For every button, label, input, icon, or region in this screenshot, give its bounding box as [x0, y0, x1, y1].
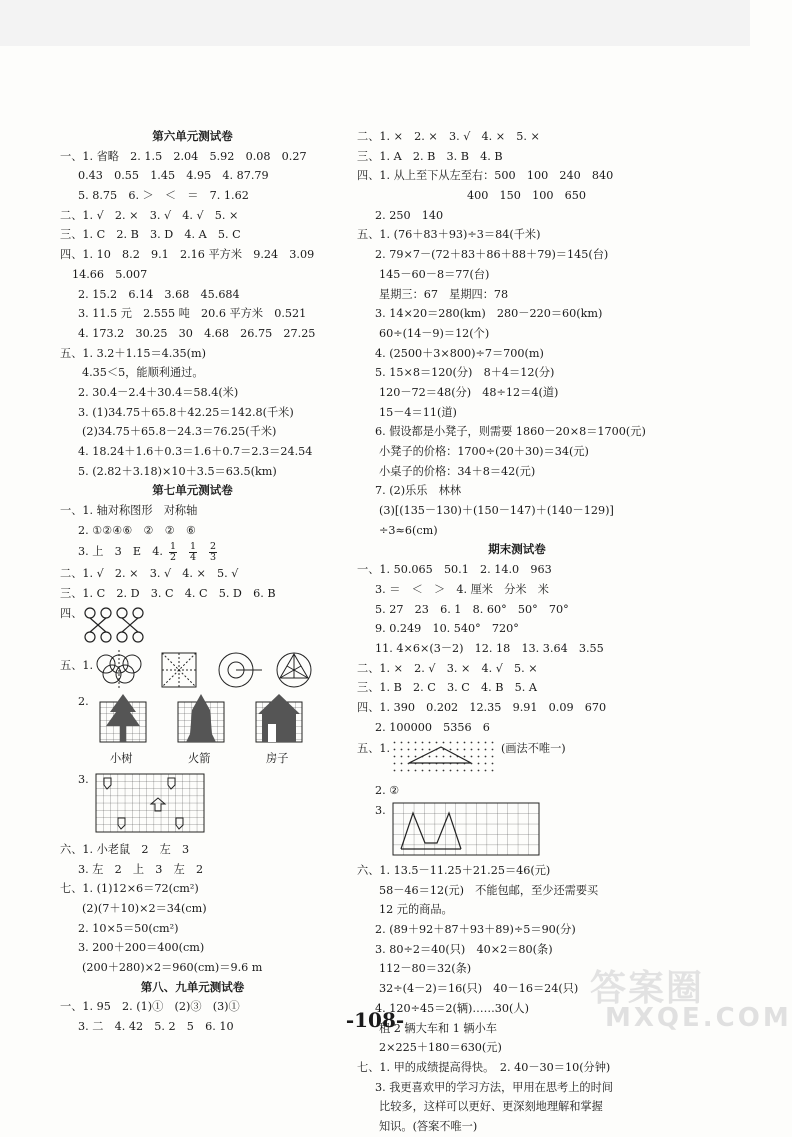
fraction-denominator: 2 [169, 551, 176, 563]
answer-line: ÷3≈6(cm) [379, 523, 438, 537]
answer-line: 3. 80÷2＝40(只) 40×2＝80(条) [375, 942, 553, 956]
answer-line: 3. 14×20＝280(km) 280－220＝60(km) [375, 307, 603, 321]
answer-line: 五、1. [357, 742, 391, 756]
answer-line: 3. 左 2 上 3 左 2 [78, 862, 204, 876]
answer-line: 2. 15.2 6.14 3.68 45.684 [78, 287, 240, 301]
answer-line: 12 元的商品。 [379, 903, 453, 917]
triangle-dot-grid-row [357, 737, 687, 781]
answer-line: 400 150 100 650 [467, 189, 586, 203]
answer-line: 7. (2)乐乐 林林 [375, 484, 462, 498]
answer-line: (2)(7＋10)×2＝34(cm) [82, 901, 207, 915]
answer-line: 五、1. (76＋83＋93)÷3＝84(千米) [357, 228, 541, 242]
house-caption: 房子 [266, 751, 289, 765]
watermark-url: MXQE.COM [605, 1003, 792, 1033]
answer-line: 小桌子的价格：34＋8＝42(元) [379, 464, 536, 478]
unit8-9-title: 第八、九单元测试卷 [140, 979, 245, 994]
answer-line: 2. (89＋92＋87＋93＋89)÷5＝90(分) [375, 923, 576, 937]
answer-line: 一、1. 50.065 50.1 2. 14.0 963 [357, 563, 552, 577]
answer-line: 三、1. A 2. B 3. B 4. B [357, 149, 503, 163]
tree-caption: 小树 [110, 751, 133, 765]
grid-m-shape-row [357, 801, 687, 861]
answer-text: 3. 上 3 E 4. [78, 545, 163, 559]
answer-line: 六、1. 小老鼠 2 左 3 [60, 842, 190, 856]
answer-line: 二、1. × 2. × 3. √ 4. × 5. × [357, 130, 540, 143]
unit6-title: 第六单元测试卷 [152, 129, 233, 143]
answer-line: 四、1. 10 8.2 9.1 2.16 平方米 9.24 3.09 [60, 248, 315, 262]
answer-line: 15－4＝11(道) [379, 405, 457, 419]
section4-figure-row [60, 604, 335, 648]
answer-line: 七、1. (1)12×6＝72(cm²) [60, 882, 199, 896]
answer-line: 4. 173.2 30.25 30 4.68 26.75 27.25 [78, 326, 316, 340]
translation-grid-figure [96, 774, 204, 834]
answer-line: 5. 27 23 6. 1 8. 60° 50° 70° [375, 602, 569, 616]
answer-line: 二、1. × 2. √ 3. × 4. √ 5. × [357, 661, 538, 675]
answer-line: 11. 4×6×(3－2) 12. 18 13. 3.64 3.55 [375, 641, 604, 655]
answer-line: 3. 200＋200＝400(cm) [78, 941, 205, 955]
answer-line: 二、1. √ 2. × 3. √ 4. × 5. √ [60, 567, 239, 581]
answer-line: 五、1. 3.2＋1.15＝4.35(m) [60, 346, 206, 360]
answer-line: 三、1. C 2. B 3. D 4. A 5. C [60, 228, 241, 242]
answer-line: 32÷(4－2)＝16(只) 40－16＝24(只) [379, 982, 579, 996]
answer-line: 3. (1)34.75＋65.8＋42.25＝142.8(千米) [78, 405, 294, 419]
answer-line: 4. 120÷45＝2(辆)……30(人) [375, 1001, 529, 1015]
answer-line: 一、1. 95 2. (1)① (2)③ (3)① [60, 1000, 240, 1014]
answer-line: 5. (2.82＋3.18)×10＋3.5＝63.5(km) [78, 464, 277, 478]
fraction-numerator: 2 [210, 540, 217, 552]
left-column [60, 127, 335, 1037]
fraction [209, 542, 217, 563]
answer-line: 5. 8.75 6. ＞ ＜ ＝ 7. 1.62 [78, 189, 249, 203]
answer-line: 2. 100000 5356 6 [375, 720, 490, 734]
final-exam-title: 期末测试卷 [488, 542, 546, 557]
answer-line: 60÷(14－9)＝12(个) [379, 326, 490, 340]
answer-line: (2)34.75＋65.8－24.3＝76.25(千米) [82, 425, 277, 439]
watermark-logo: 答案圈 [590, 968, 705, 1009]
answer-line: 4. 18.24＋1.6＋0.3＝1.6＋0.7＝2.3＝24.54 [78, 445, 313, 458]
answer-line: 3. [375, 804, 386, 817]
dot-grid-triangle-figure [391, 739, 499, 777]
answer-line: 3. [78, 772, 89, 786]
answer-line: 2. 10×5＝50(cm²) [78, 921, 179, 935]
answer-line: 145－60－8＝77(台) [379, 267, 490, 281]
answer-line: 2×225＋180＝630(元) [379, 1041, 502, 1055]
matching-lines-figure [82, 607, 146, 643]
answer-line: 2. ①②④⑥ ② ② ⑥ [78, 523, 196, 537]
answer-line: 3. 二 4. 42 5. 2 5 6. 10 [78, 1020, 234, 1033]
answer-line: 三、1. B 2. C 3. C 4. B 5. A [357, 681, 537, 695]
answer-line: 六、1. 13.5－11.25＋21.25＝46(元) [357, 864, 551, 877]
fraction [169, 542, 177, 563]
answer-line: 星期三：67 星期四：78 [379, 287, 509, 301]
fraction-denominator: 4 [190, 551, 197, 563]
answer-line: 3. ＝ ＜ ＞ 4. 厘米 分米 米 [375, 582, 549, 596]
fraction-numerator: 1 [190, 540, 197, 552]
answer-line: 五、1. [60, 658, 94, 672]
answer-line: 一、1. 轴对称图形 对称轴 [60, 504, 198, 518]
grid-shapes-figure [100, 694, 305, 750]
m-shape-grid-figure [393, 803, 539, 855]
answer-line: 4.35＜5，能顺利通过。 [82, 366, 204, 380]
fraction-numerator: 1 [169, 540, 176, 552]
fraction-denominator: 3 [210, 551, 217, 563]
page-number: -108- [345, 1008, 405, 1032]
answer-line: 112－80＝32(条) [379, 962, 472, 976]
answer-line: 四、1. 从上至下从左至右：500 100 240 840 [357, 169, 614, 183]
answer-line: 2. 250 140 [375, 208, 444, 222]
answer-line [60, 540, 335, 564]
answer-line: 小凳子的价格：1700÷(20＋30)＝34(元) [379, 445, 589, 458]
answer-line: 0.43 0.55 1.45 4.95 4. 87.79 [78, 169, 269, 183]
answer-line: 5. 15×8＝120(分) 8＋4＝12(分) [375, 366, 555, 380]
answer-line: 120－72＝48(分) 48÷12＝4(道) [379, 385, 559, 399]
answer-line: 租 2 辆大车和 1 辆小车 [379, 1021, 497, 1035]
answer-line: 2. [78, 694, 89, 708]
answer-line: 二、1. √ 2. × 3. √ 4. √ 5. × [60, 208, 239, 222]
section5-figure-row [60, 648, 335, 692]
answer-line: 3. 我更喜欢甲的学习方法，甲用在思考上的时间 [375, 1080, 613, 1094]
answer-line: 三、1. C 2. D 3. C 4. C 5. D 6. B [60, 587, 276, 601]
fraction [189, 542, 197, 563]
answer-line: 3. 11.5 元 2.555 吨 20.6 平方米 0.521 [78, 307, 307, 321]
rocket-caption: 火箭 [188, 751, 211, 765]
answer-line: 四、1. 390 0.202 12.35 9.91 0.09 670 [357, 700, 607, 714]
answer-line: 9. 0.249 10. 540° 720° [375, 622, 519, 636]
answer-line: (3)[(135－130)＋(150－147)＋(140－129)] [379, 504, 614, 518]
answer-line: 一、1. 省略 2. 1.5 2.04 5.92 0.08 0.27 [60, 149, 307, 163]
answer-note: (画法不唯一) [501, 742, 566, 756]
symmetry-figures [94, 650, 324, 690]
answer-line: 知识。(答案不唯一) [379, 1119, 478, 1133]
grid-drawings-row [60, 692, 335, 770]
answer-line: 2. 79×7－(72＋83＋86＋88＋79)＝145(台) [375, 248, 609, 262]
answer-line: 58－46＝12(元) 不能包邮，至少还需要买 [379, 883, 599, 897]
answer-line: 2. ② [375, 784, 400, 798]
answer-line: (200＋280)×2＝960(cm)＝9.6 m [82, 960, 263, 974]
scan-top-strip [0, 0, 750, 46]
answer-line: 比较多，这样可以更好、更深刻地理解和掌握 [379, 1100, 603, 1114]
answer-line: 2. 30.4－2.4＋30.4＝58.4(米) [78, 385, 239, 399]
unit7-title: 第七单元测试卷 [152, 483, 233, 498]
answer-line: 6. 假设都是小凳子，则需要 1860－20×8＝1700(元) [375, 425, 646, 439]
answer-line: 4. (2500＋3×800)÷7＝700(m) [375, 346, 544, 360]
answer-line: 七、1. 甲的成绩提高得快。 2. 40－30＝10(分钟) [357, 1060, 611, 1074]
answer-line: 四、 [60, 606, 83, 620]
answer-line: 14.66 5.007 [72, 267, 148, 281]
grid-translation-row [60, 770, 335, 840]
